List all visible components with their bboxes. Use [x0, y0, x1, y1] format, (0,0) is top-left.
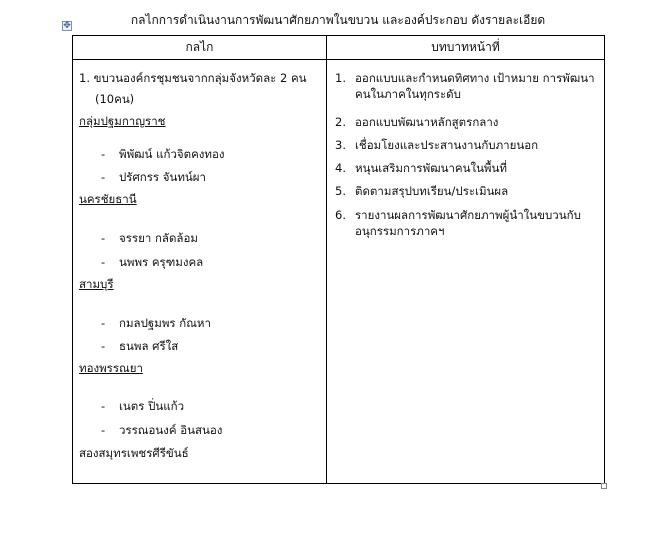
bullet-dash: -: [101, 255, 106, 269]
role-text: รายงานผลการพัฒนาศักยภาพผู้นำในขบวนกับอนุกรรมการภาคฯ: [355, 208, 581, 238]
group-name: กลุ่มปฐมกาญราช: [79, 114, 166, 128]
roles-cell[interactable]: [327, 60, 605, 484]
table-resize-handle-icon[interactable]: [601, 483, 607, 489]
header-mechanism: กลไก: [73, 36, 327, 60]
group-name: นครชัยธานี: [79, 192, 137, 206]
table-move-handle-icon[interactable]: ✥: [63, 21, 71, 31]
member-name: กมลปฐมพร กัณหา: [119, 316, 211, 330]
role-number: 6.: [335, 208, 346, 222]
role-number: 4.: [335, 161, 346, 175]
intro-line-1: 1. ขบวนองค์กรชุมชนจากกลุ่มจังหวัดละ 2 คน: [79, 71, 307, 85]
member-name: พิพัฒน์ แก้วจิตคงทอง: [119, 147, 225, 161]
bullet-dash: -: [101, 339, 106, 353]
group-name: ทองพรรณยา: [79, 361, 143, 375]
role-number: 5.: [335, 184, 346, 198]
member-name: เนตร ปิ่นแก้ว: [119, 399, 185, 413]
role-text: เชื่อมโยงและประสานงานกับภายนอก: [355, 138, 539, 152]
group-name: สามบุรี: [79, 277, 114, 291]
footer-line: สองสมุทรเพชรศีรีขันธ์: [79, 446, 189, 460]
role-number: 1.: [335, 71, 346, 85]
member-name: ธนพล ศรีใส: [119, 339, 179, 353]
role-number: 2.: [335, 115, 346, 129]
bullet-dash: -: [101, 423, 106, 437]
role-text: ออกแบบพัฒนาหลักสูตรกลาง: [355, 115, 499, 129]
mechanism-cell[interactable]: [73, 60, 327, 484]
mechanism-table: [72, 35, 605, 484]
member-name: ปรัศกรร จันทน์ผา: [119, 170, 206, 184]
bullet-dash: -: [101, 147, 106, 161]
member-name: นพพร ครุฑมงคล: [119, 255, 204, 269]
member-name: วรรณอนงค์ อินสนอง: [119, 423, 223, 437]
bullet-dash: -: [101, 170, 106, 184]
member-name: จรรยา กลัดล้อม: [119, 231, 198, 245]
bullet-dash: -: [101, 231, 106, 245]
bullet-dash: -: [101, 399, 106, 413]
header-roles: บทบาทหน้าที่: [327, 36, 605, 60]
role-text: หนุนเสริมการพัฒนาคนในพื้นที่: [355, 161, 507, 175]
bullet-dash: -: [101, 316, 106, 330]
role-text: ออกแบบและกำหนดทิศทาง เป้าหมาย การพัฒนาคนในภาคในทุกระดับ: [355, 71, 595, 101]
role-number: 3.: [335, 138, 346, 152]
intro-line-2: (10คน): [95, 92, 135, 106]
role-text: ติดตามสรุปบทเรียน/ประเมินผล: [355, 184, 509, 198]
page-title: กลไกการดำเนินงานการพัฒนาศักยภาพในขบวน และองค์ประกอบ ดังรายละเอียด: [130, 13, 546, 27]
